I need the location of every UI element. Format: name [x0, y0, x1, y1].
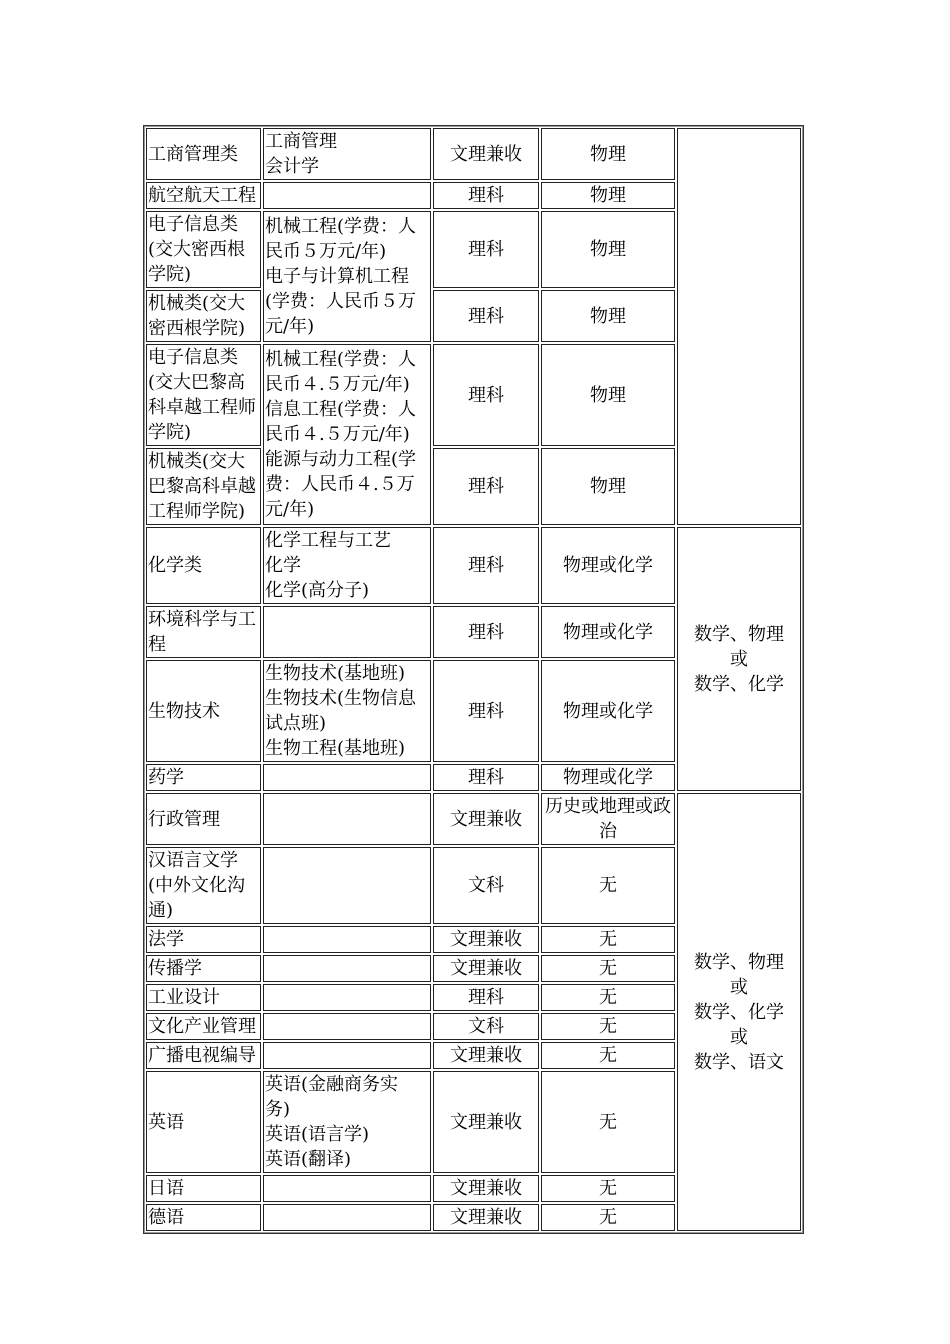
major-cell: 工业设计 — [146, 984, 261, 1011]
subject-cell: 无 — [541, 1013, 675, 1040]
category-cell: 文科 — [433, 847, 539, 924]
category-cell: 文理兼收 — [433, 926, 539, 953]
subject-cell: 物理或化学 — [541, 606, 675, 658]
table-row — [146, 527, 801, 604]
subject-cell: 物理 — [541, 448, 675, 525]
category-cell: 文理兼收 — [433, 1071, 539, 1173]
subject-cell: 无 — [541, 1071, 675, 1173]
major-cell: 电子信息类 (交大巴黎高 科卓越工程师 学院) — [146, 344, 261, 446]
direction-cell — [263, 182, 431, 209]
table-row — [146, 128, 801, 180]
table-row — [146, 793, 801, 845]
category-cell: 理科 — [433, 448, 539, 525]
direction-cell — [263, 606, 431, 658]
requirement-cell: 数学、物理 或 数学、化学 或 数学、语文 — [677, 793, 801, 1231]
major-cell: 航空航天工程 — [146, 182, 261, 209]
category-cell: 理科 — [433, 660, 539, 762]
category-cell: 文理兼收 — [433, 128, 539, 180]
category-cell: 理科 — [433, 182, 539, 209]
major-cell: 机械类(交大 密西根学院) — [146, 290, 261, 342]
direction-cell: 化学工程与工艺 化学 化学(高分子) — [263, 527, 431, 604]
category-cell: 文理兼收 — [433, 1204, 539, 1231]
category-cell: 理科 — [433, 984, 539, 1011]
major-cell: 德语 — [146, 1204, 261, 1231]
subject-cell: 物理 — [541, 128, 675, 180]
category-cell: 理科 — [433, 290, 539, 342]
subject-cell: 无 — [541, 1204, 675, 1231]
requirement-cell: 数学、物理 或 数学、化学 — [677, 527, 801, 791]
direction-cell: 英语(金融商务实 务) 英语(语言学) 英语(翻译) — [263, 1071, 431, 1173]
subject-cell: 物理或化学 — [541, 764, 675, 791]
major-cell: 英语 — [146, 1071, 261, 1173]
subject-cell: 无 — [541, 955, 675, 982]
category-cell: 理科 — [433, 606, 539, 658]
major-cell: 日语 — [146, 1175, 261, 1202]
category-cell: 理科 — [433, 211, 539, 288]
direction-cell: 生物技术(基地班) 生物技术(生物信息 试点班) 生物工程(基地班) — [263, 660, 431, 762]
major-cell: 电子信息类 (交大密西根 学院) — [146, 211, 261, 288]
direction-cell — [263, 764, 431, 791]
direction-cell — [263, 847, 431, 924]
major-cell: 行政管理 — [146, 793, 261, 845]
subject-cell: 物理 — [541, 290, 675, 342]
subject-cell: 无 — [541, 847, 675, 924]
direction-cell — [263, 955, 431, 982]
major-cell: 汉语言文学 (中外文化沟 通) — [146, 847, 261, 924]
direction-cell: 机械工程(学费：人 民币４.５万元/年) 信息工程(学费：人 民币４.５万元/年) 能源与动力工程(学 费：人民币４.５万 元/年) — [263, 344, 431, 525]
direction-cell: 工商管理 会计学 — [263, 128, 431, 180]
direction-cell — [263, 1013, 431, 1040]
direction-cell — [263, 1175, 431, 1202]
major-cell: 工商管理类 — [146, 128, 261, 180]
subject-cell: 无 — [541, 984, 675, 1011]
subject-cell: 历史或地理或政 治 — [541, 793, 675, 845]
category-cell: 理科 — [433, 527, 539, 604]
category-cell: 文理兼收 — [433, 1042, 539, 1069]
major-cell: 环境科学与工 程 — [146, 606, 261, 658]
category-cell: 文科 — [433, 1013, 539, 1040]
admission-table — [143, 125, 804, 1234]
subject-cell: 无 — [541, 1175, 675, 1202]
major-cell: 化学类 — [146, 527, 261, 604]
category-cell: 理科 — [433, 764, 539, 791]
category-cell: 理科 — [433, 344, 539, 446]
direction-cell — [263, 984, 431, 1011]
direction-cell — [263, 1204, 431, 1231]
major-cell: 文化产业管理 — [146, 1013, 261, 1040]
direction-cell: 机械工程(学费：人 民币５万元/年) 电子与计算机工程 (学费：人民币５万 元/年) — [263, 211, 431, 342]
subject-cell: 物理 — [541, 182, 675, 209]
major-cell: 药学 — [146, 764, 261, 791]
direction-cell — [263, 926, 431, 953]
subject-cell: 物理 — [541, 211, 675, 288]
major-cell: 法学 — [146, 926, 261, 953]
major-cell: 机械类(交大 巴黎高科卓越 工程师学院) — [146, 448, 261, 525]
direction-cell — [263, 793, 431, 845]
subject-cell: 物理或化学 — [541, 660, 675, 762]
category-cell: 文理兼收 — [433, 793, 539, 845]
major-cell: 生物技术 — [146, 660, 261, 762]
subject-cell: 无 — [541, 1042, 675, 1069]
major-cell: 传播学 — [146, 955, 261, 982]
direction-cell — [263, 1042, 431, 1069]
requirement-cell — [677, 128, 801, 525]
category-cell: 文理兼收 — [433, 1175, 539, 1202]
major-cell: 广播电视编导 — [146, 1042, 261, 1069]
category-cell: 文理兼收 — [433, 955, 539, 982]
subject-cell: 无 — [541, 926, 675, 953]
subject-cell: 物理或化学 — [541, 527, 675, 604]
subject-cell: 物理 — [541, 344, 675, 446]
